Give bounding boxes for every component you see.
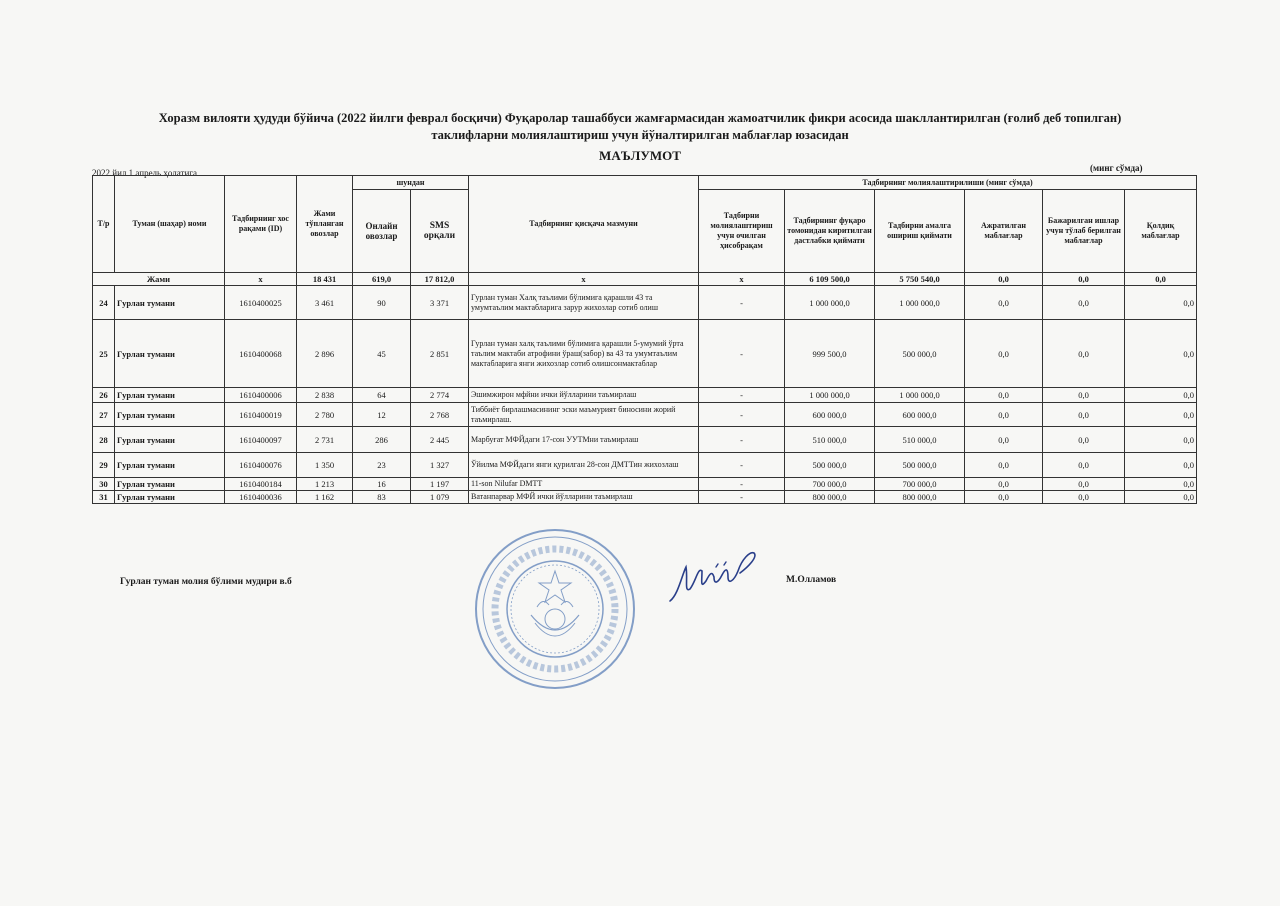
row-initial-value: 999 500,0 bbox=[785, 320, 875, 388]
row-online: 90 bbox=[353, 286, 411, 320]
row-votes: 2 838 bbox=[297, 388, 353, 403]
row-num: 25 bbox=[93, 320, 115, 388]
row-allocated: 0,0 bbox=[965, 286, 1043, 320]
row-online: 45 bbox=[353, 320, 411, 388]
row-remaining: 0,0 bbox=[1125, 320, 1197, 388]
row-id: 1610400076 bbox=[225, 453, 297, 478]
total-online: 619,0 bbox=[353, 273, 411, 286]
row-allocated: 0,0 bbox=[965, 453, 1043, 478]
header-impl-value: Тадбирни амалга ошириш қиймати bbox=[875, 190, 965, 273]
row-summary: 11-son Nilufar DMTT bbox=[469, 478, 699, 491]
signatory-position: Гурлан туман молия бўлими мудири в.б bbox=[120, 577, 292, 587]
row-impl-value: 700 000,0 bbox=[875, 478, 965, 491]
row-sms: 1 079 bbox=[411, 491, 469, 504]
row-allocated: 0,0 bbox=[965, 320, 1043, 388]
row-num: 24 bbox=[93, 286, 115, 320]
row-summary: Гурлан туман Халқ таълими бўлимига қарашли 43 та умумтаълим мактабларига зарур жихозлар сотиб олиш bbox=[469, 286, 699, 320]
row-sms: 2 445 bbox=[411, 427, 469, 453]
row-online: 16 bbox=[353, 478, 411, 491]
row-district: Гурлан тумани bbox=[115, 491, 225, 504]
header-paid: Бажарилган ишлар учун тўлаб берилган маблағлар bbox=[1043, 190, 1125, 273]
row-num: 30 bbox=[93, 478, 115, 491]
row-impl-value: 1 000 000,0 bbox=[875, 286, 965, 320]
row-sms: 2 774 bbox=[411, 388, 469, 403]
document-title-line2: таклифларни молиялаштириш учун йўналтирилган маблағлар юзасидан bbox=[431, 128, 849, 142]
table-row bbox=[93, 427, 1197, 453]
header-district: Туман (шаҳар) номи bbox=[115, 176, 225, 273]
row-district: Гурлан тумани bbox=[115, 403, 225, 427]
row-id: 1610400036 bbox=[225, 491, 297, 504]
header-num: Т/р bbox=[93, 176, 115, 273]
row-summary: Ўйилма МФЙдаги янги қурилган 28-сон ДМТТин жихозлаш bbox=[469, 453, 699, 478]
row-account: - bbox=[699, 453, 785, 478]
total-row bbox=[93, 273, 1197, 286]
header-remaining: Қолдиқ маблағлар bbox=[1125, 190, 1197, 273]
row-paid: 0,0 bbox=[1043, 320, 1125, 388]
row-district: Гурлан тумани bbox=[115, 453, 225, 478]
row-impl-value: 500 000,0 bbox=[875, 320, 965, 388]
row-initial-value: 800 000,0 bbox=[785, 491, 875, 504]
row-votes: 2 731 bbox=[297, 427, 353, 453]
total-paid: 0,0 bbox=[1043, 273, 1125, 286]
row-paid: 0,0 bbox=[1043, 286, 1125, 320]
row-allocated: 0,0 bbox=[965, 491, 1043, 504]
signature-icon bbox=[668, 545, 763, 607]
row-online: 23 bbox=[353, 453, 411, 478]
row-votes: 2 780 bbox=[297, 403, 353, 427]
row-impl-value: 510 000,0 bbox=[875, 427, 965, 453]
table-row bbox=[93, 478, 1197, 491]
row-remaining: 0,0 bbox=[1125, 427, 1197, 453]
header-sms: SMS орқали bbox=[411, 190, 469, 273]
row-remaining: 0,0 bbox=[1125, 453, 1197, 478]
row-votes: 2 896 bbox=[297, 320, 353, 388]
row-remaining: 0,0 bbox=[1125, 491, 1197, 504]
row-initial-value: 600 000,0 bbox=[785, 403, 875, 427]
row-account: - bbox=[699, 388, 785, 403]
official-seal-icon bbox=[473, 527, 637, 691]
row-id: 1610400097 bbox=[225, 427, 297, 453]
row-sms: 3 371 bbox=[411, 286, 469, 320]
financing-table bbox=[92, 175, 1197, 504]
row-impl-value: 500 000,0 bbox=[875, 453, 965, 478]
table-row bbox=[93, 388, 1197, 403]
row-num: 26 bbox=[93, 388, 115, 403]
table-row bbox=[93, 320, 1197, 388]
row-allocated: 0,0 bbox=[965, 388, 1043, 403]
row-initial-value: 700 000,0 bbox=[785, 478, 875, 491]
row-num: 27 bbox=[93, 403, 115, 427]
header-summary: Тадбирнинг қисқача мазмуни bbox=[469, 176, 699, 273]
row-district: Гурлан тумани bbox=[115, 427, 225, 453]
row-paid: 0,0 bbox=[1043, 388, 1125, 403]
row-account: - bbox=[699, 478, 785, 491]
row-id: 1610400068 bbox=[225, 320, 297, 388]
row-initial-value: 500 000,0 bbox=[785, 453, 875, 478]
table-row bbox=[93, 403, 1197, 427]
row-sms: 1 327 bbox=[411, 453, 469, 478]
row-initial-value: 1 000 000,0 bbox=[785, 286, 875, 320]
unit-note: (минг сўмда) bbox=[1090, 163, 1143, 173]
total-sms: 17 812,0 bbox=[411, 273, 469, 286]
total-remaining: 0,0 bbox=[1125, 273, 1197, 286]
row-paid: 0,0 bbox=[1043, 403, 1125, 427]
row-initial-value: 1 000 000,0 bbox=[785, 388, 875, 403]
row-district: Гурлан тумани bbox=[115, 320, 225, 388]
row-account: - bbox=[699, 320, 785, 388]
row-sms: 1 197 bbox=[411, 478, 469, 491]
row-district: Гурлан тумани bbox=[115, 388, 225, 403]
row-paid: 0,0 bbox=[1043, 427, 1125, 453]
as-of-date: 2022 йил 1 апрель ҳолатига bbox=[92, 168, 197, 178]
header-of-which: шундан bbox=[353, 176, 469, 190]
table-row bbox=[93, 453, 1197, 478]
row-allocated: 0,0 bbox=[965, 427, 1043, 453]
row-account: - bbox=[699, 403, 785, 427]
row-remaining: 0,0 bbox=[1125, 403, 1197, 427]
total-id: x bbox=[225, 273, 297, 286]
table-row bbox=[93, 491, 1197, 504]
row-id: 1610400006 bbox=[225, 388, 297, 403]
header-votes-total: Жами тўпланган овозлар bbox=[297, 176, 353, 273]
row-paid: 0,0 bbox=[1043, 478, 1125, 491]
row-online: 83 bbox=[353, 491, 411, 504]
row-online: 12 bbox=[353, 403, 411, 427]
row-account: - bbox=[699, 286, 785, 320]
row-district: Гурлан тумани bbox=[115, 478, 225, 491]
total-initial-value: 6 109 500,0 bbox=[785, 273, 875, 286]
row-impl-value: 800 000,0 bbox=[875, 491, 965, 504]
row-sms: 2 768 bbox=[411, 403, 469, 427]
row-num: 31 bbox=[93, 491, 115, 504]
row-id: 1610400019 bbox=[225, 403, 297, 427]
row-summary: Ватанпарвар МФЙ ички йўлларини таъмирлаш bbox=[469, 491, 699, 504]
row-sms: 2 851 bbox=[411, 320, 469, 388]
row-remaining: 0,0 bbox=[1125, 478, 1197, 491]
row-allocated: 0,0 bbox=[965, 403, 1043, 427]
header-financing-group: Тадбирнинг молиялаштирилиши (минг сўмда) bbox=[699, 176, 1197, 190]
total-account: x bbox=[699, 273, 785, 286]
row-paid: 0,0 bbox=[1043, 491, 1125, 504]
header-account: Тадбирни молиялаштириш учун очилган ҳисобрақам bbox=[699, 190, 785, 273]
row-votes: 3 461 bbox=[297, 286, 353, 320]
row-online: 64 bbox=[353, 388, 411, 403]
total-label: Жами bbox=[93, 273, 225, 286]
row-id: 1610400184 bbox=[225, 478, 297, 491]
total-summary: x bbox=[469, 273, 699, 286]
table-row bbox=[93, 286, 1197, 320]
signatory-name: М.Олламов bbox=[786, 575, 837, 585]
row-account: - bbox=[699, 491, 785, 504]
row-id: 1610400025 bbox=[225, 286, 297, 320]
row-remaining: 0,0 bbox=[1125, 388, 1197, 403]
row-votes: 1 162 bbox=[297, 491, 353, 504]
header-online: Онлайн овозлар bbox=[353, 190, 411, 273]
row-initial-value: 510 000,0 bbox=[785, 427, 875, 453]
row-summary: Эшимжирон мфйни ички йўлларини таъмирлаш bbox=[469, 388, 699, 403]
row-num: 29 bbox=[93, 453, 115, 478]
row-allocated: 0,0 bbox=[965, 478, 1043, 491]
total-allocated: 0,0 bbox=[965, 273, 1043, 286]
row-impl-value: 1 000 000,0 bbox=[875, 388, 965, 403]
total-votes: 18 431 bbox=[297, 273, 353, 286]
row-online: 286 bbox=[353, 427, 411, 453]
header-initial-value: Тадбирнинг фуқаро томонидан киритилган дастлабки қиймати bbox=[785, 190, 875, 273]
row-impl-value: 600 000,0 bbox=[875, 403, 965, 427]
row-votes: 1 350 bbox=[297, 453, 353, 478]
document-heading: МАЪЛУМОТ bbox=[599, 148, 681, 163]
row-votes: 1 213 bbox=[297, 478, 353, 491]
row-summary: Тиббиёт бирлашмасининг эски маъмурият биносини жорий таъмирлаш. bbox=[469, 403, 699, 427]
row-paid: 0,0 bbox=[1043, 453, 1125, 478]
row-account: - bbox=[699, 427, 785, 453]
row-num: 28 bbox=[93, 427, 115, 453]
header-id: Тадбирнинг хос рақами (ID) bbox=[225, 176, 297, 273]
row-district: Гурлан тумани bbox=[115, 286, 225, 320]
row-remaining: 0,0 bbox=[1125, 286, 1197, 320]
row-summary: Гурлан туман халқ таълими бўлимига қарашли 5-умумий ўрта таълим мактаби атрофини ўраш(забор) ва 43 та умумтаълим мактабларига янги жихозлар сотиб олишсонмактаблар bbox=[469, 320, 699, 388]
header-allocated: Ажратилган маблағлар bbox=[965, 190, 1043, 273]
document-title-line1: Хоразм вилояти ҳудуди бўйича (2022 йилги феврал босқичи) Фуқаролар ташаббуси жамғармасидан жамоатчилик фикри асосида шакллантирилган (ғолиб деб топилган) bbox=[158, 111, 1122, 125]
total-impl-value: 5 750 540,0 bbox=[875, 273, 965, 286]
row-summary: Марбуғат МФЙдаги 17-сон УУТМни таъмирлаш bbox=[469, 427, 699, 453]
